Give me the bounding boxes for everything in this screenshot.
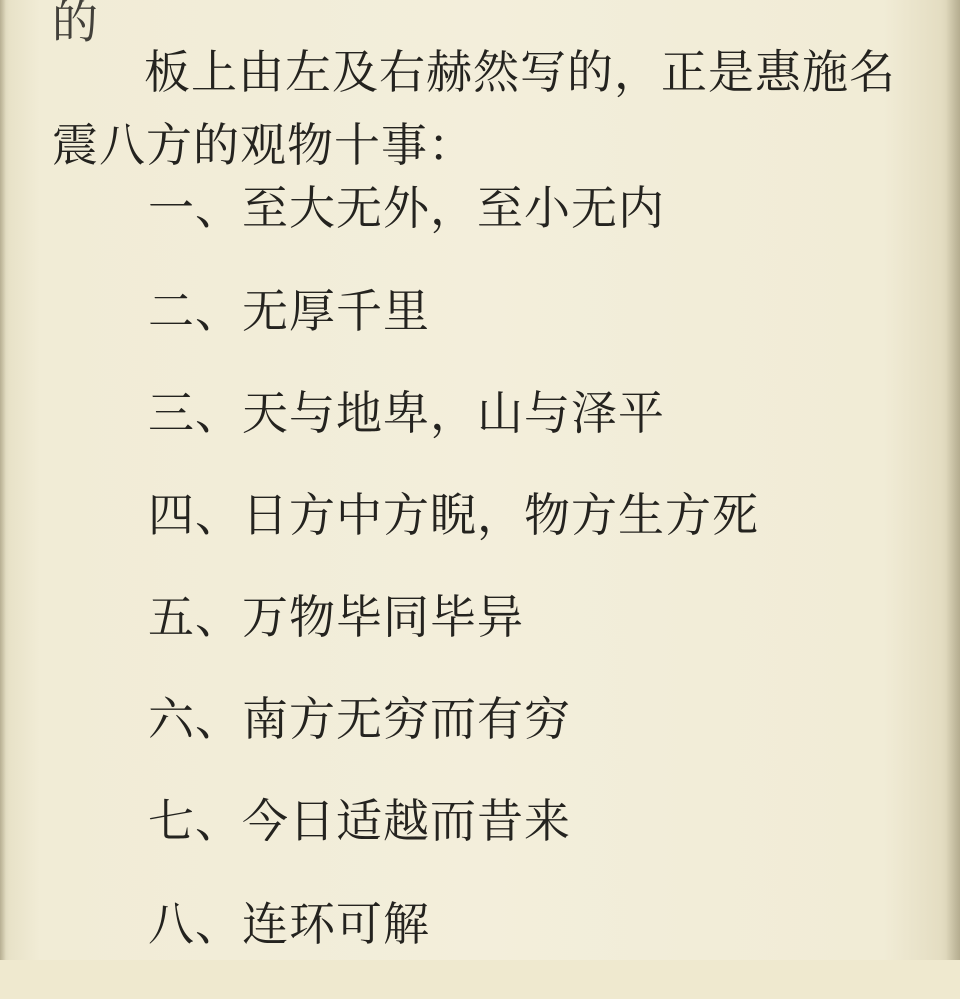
- list-item-number: 三、: [148, 385, 242, 440]
- list-item: [52, 794, 930, 849]
- list-item-text: 今日适越而昔来: [242, 794, 571, 849]
- list-item-text: 万物毕同毕异: [242, 590, 524, 645]
- list-item-text: 无厚千里: [242, 283, 430, 338]
- ten-propositions-list: [52, 181, 930, 952]
- list-item-number: 七、: [148, 794, 242, 849]
- list-item-number: 五、: [148, 590, 242, 645]
- list-item: [52, 284, 930, 339]
- list-item-text: 南方无穷而有穷: [242, 692, 571, 747]
- list-item: [52, 488, 930, 543]
- list-item-number: 八、: [148, 896, 242, 951]
- list-item-text: 日方中方睨，物方生方死: [242, 487, 759, 542]
- list-item: [52, 590, 930, 645]
- list-item: [52, 692, 930, 747]
- document-content: [52, 0, 930, 999]
- list-item-text: 至大无外，至小无内: [242, 181, 665, 236]
- list-item-number: 二、: [148, 283, 242, 338]
- list-item-text: 连环可解: [242, 896, 430, 951]
- list-item: [52, 181, 930, 236]
- list-item: [52, 386, 930, 441]
- list-item-text: 天与地卑，山与泽平: [242, 385, 665, 440]
- intro-paragraph: 板上由左及右赫然写的，正是惠施名震八方的观物十事：: [52, 45, 896, 172]
- list-item-number: 一、: [148, 181, 242, 236]
- list-item-number: 六、: [148, 692, 242, 747]
- document-page: 的 板上由左及右赫然写的，正是惠施名震八方的观物十事： 一、至大无外，至小无内 二、无厚千里 三、天与地卑，山与泽平 四、日方中方睨，物方生方死 五、万物毕同毕异 六、南方无穷而有穷 七、今日适越而昔来 八、连环可解: [0, 0, 960, 960]
- list-item: [52, 897, 930, 952]
- list-item-number: 四、: [148, 487, 242, 542]
